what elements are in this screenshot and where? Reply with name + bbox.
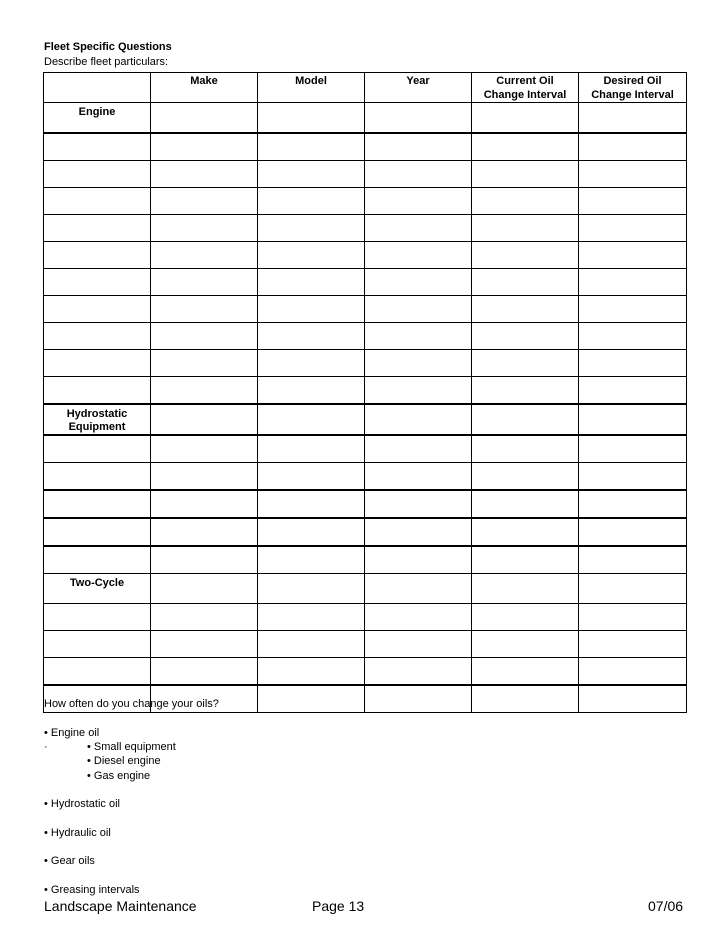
greasing-intervals-item: • Greasing intervals xyxy=(44,884,140,896)
table-row xyxy=(44,215,687,242)
table-row xyxy=(44,377,687,405)
gas-engine-item: • Gas engine xyxy=(87,770,151,782)
table-row xyxy=(44,546,687,574)
table-cell xyxy=(258,604,365,631)
table-cell xyxy=(365,242,472,269)
table-cell xyxy=(472,463,579,491)
table-cell xyxy=(472,103,579,134)
table-cell xyxy=(472,658,579,686)
header-year xyxy=(365,73,472,103)
table-cell xyxy=(579,188,687,215)
table-cell xyxy=(151,323,258,350)
header-desired-oil-line2: Change Interval xyxy=(591,89,674,101)
table-cell xyxy=(151,546,258,574)
table-cell xyxy=(365,188,472,215)
table-cell xyxy=(472,377,579,405)
table-cell xyxy=(151,574,258,604)
table-cell xyxy=(258,658,365,686)
table-cell xyxy=(472,269,579,296)
table-cell xyxy=(579,404,687,435)
table-cell xyxy=(579,631,687,658)
table-cell xyxy=(151,518,258,546)
table-cell xyxy=(365,518,472,546)
table-cell xyxy=(365,490,472,518)
table-row xyxy=(44,161,687,188)
table-row xyxy=(44,242,687,269)
table-cell xyxy=(472,574,579,604)
table-cell xyxy=(44,296,151,323)
table-row xyxy=(44,133,687,161)
table-row xyxy=(44,490,687,518)
table-cell xyxy=(44,518,151,546)
page-title: Fleet Specific Questions xyxy=(44,41,172,53)
footer-date: 07/06 xyxy=(648,898,684,914)
table-row xyxy=(44,404,687,435)
table-cell xyxy=(579,518,687,546)
table-cell xyxy=(579,685,687,713)
table-cell xyxy=(44,658,151,686)
table-cell xyxy=(579,296,687,323)
table-cell xyxy=(579,574,687,604)
diesel-engine-item: • Diesel engine xyxy=(87,755,161,767)
table-row xyxy=(44,269,687,296)
table-cell xyxy=(579,463,687,491)
table-cell xyxy=(151,435,258,463)
table-cell xyxy=(151,658,258,686)
table-cell xyxy=(258,546,365,574)
table-cell xyxy=(365,604,472,631)
table-cell xyxy=(44,546,151,574)
table-cell xyxy=(579,435,687,463)
table-cell xyxy=(258,296,365,323)
table-cell xyxy=(151,269,258,296)
table-cell xyxy=(151,133,258,161)
table-row xyxy=(44,435,687,463)
table-cell xyxy=(258,631,365,658)
table-cell xyxy=(365,435,472,463)
table-cell xyxy=(44,215,151,242)
footer-left: Landscape Maintenance xyxy=(44,898,197,914)
table-cell xyxy=(579,323,687,350)
table-cell xyxy=(472,435,579,463)
small-equipment-item: • Small equipment xyxy=(87,741,176,753)
table-row xyxy=(44,658,687,686)
table-cell xyxy=(44,269,151,296)
table-cell xyxy=(365,546,472,574)
table-cell xyxy=(579,658,687,686)
table-cell xyxy=(579,350,687,377)
table-cell xyxy=(365,323,472,350)
table-cell xyxy=(579,215,687,242)
table-cell xyxy=(44,631,151,658)
table-cell xyxy=(472,296,579,323)
header-blank-cell xyxy=(44,73,151,103)
table-cell xyxy=(258,161,365,188)
table-cell xyxy=(151,490,258,518)
table-cell xyxy=(365,404,472,435)
fleet-table xyxy=(43,72,687,713)
header-model xyxy=(258,73,365,103)
table-cell xyxy=(579,604,687,631)
table-cell xyxy=(151,161,258,188)
table-cell xyxy=(258,242,365,269)
table-cell xyxy=(44,463,151,491)
header-desired-oil-line1: Desired Oil xyxy=(603,75,662,87)
table-cell xyxy=(472,604,579,631)
table-cell xyxy=(151,350,258,377)
section-label: Engine xyxy=(78,106,116,118)
table-row xyxy=(44,296,687,323)
table-cell xyxy=(365,296,472,323)
table-cell xyxy=(151,188,258,215)
table-cell xyxy=(472,215,579,242)
table-cell xyxy=(472,404,579,435)
table-cell xyxy=(365,269,472,296)
table-cell xyxy=(151,463,258,491)
table-row xyxy=(44,518,687,546)
table-cell xyxy=(258,463,365,491)
table-cell xyxy=(258,518,365,546)
oil-question: How often do you change your oils? xyxy=(44,698,219,710)
table-cell xyxy=(44,242,151,269)
table-cell xyxy=(579,242,687,269)
table-cell xyxy=(44,323,151,350)
section-label: Two-Cycle xyxy=(69,577,125,589)
table-cell xyxy=(472,518,579,546)
table-cell xyxy=(258,435,365,463)
table-cell xyxy=(151,404,258,435)
table-cell xyxy=(365,350,472,377)
table-cell xyxy=(151,604,258,631)
table-header-row xyxy=(44,73,687,103)
table-cell xyxy=(365,574,472,604)
table-row xyxy=(44,463,687,491)
table-cell xyxy=(258,103,365,134)
table-cell xyxy=(44,435,151,463)
table-cell xyxy=(472,490,579,518)
table-cell xyxy=(579,133,687,161)
header-desired-oil xyxy=(579,73,687,103)
table-cell xyxy=(151,631,258,658)
table-row xyxy=(44,103,687,134)
table-cell xyxy=(365,377,472,405)
fleet-table-body xyxy=(44,103,687,713)
header-current-oil xyxy=(472,73,579,103)
table-cell xyxy=(472,323,579,350)
table-cell xyxy=(44,161,151,188)
table-cell xyxy=(472,161,579,188)
table-cell xyxy=(151,377,258,405)
table-cell xyxy=(365,631,472,658)
table-cell xyxy=(365,463,472,491)
table-cell xyxy=(579,377,687,405)
table-row xyxy=(44,188,687,215)
section-label-cell xyxy=(44,574,151,604)
hydrostatic-oil-item: • Hydrostatic oil xyxy=(44,798,120,810)
section-label: Equipment xyxy=(68,421,126,433)
page-subtitle: Describe fleet particulars: xyxy=(44,56,169,68)
table-cell xyxy=(365,161,472,188)
table-cell xyxy=(472,685,579,713)
table-cell xyxy=(151,296,258,323)
table-cell xyxy=(44,350,151,377)
table-row xyxy=(44,350,687,377)
section-label-cell xyxy=(44,404,151,435)
section-label-cell xyxy=(44,103,151,134)
table-cell xyxy=(151,242,258,269)
table-cell xyxy=(472,133,579,161)
table-cell xyxy=(258,685,365,713)
table-row xyxy=(44,323,687,350)
section-label: Hydrostatic xyxy=(66,408,128,420)
engine-oil-mark: · xyxy=(44,741,48,753)
header-current-oil-line1: Current Oil xyxy=(496,75,554,87)
header-model-label: Model xyxy=(295,75,327,87)
table-cell xyxy=(579,103,687,134)
table-cell xyxy=(472,631,579,658)
table-cell xyxy=(258,490,365,518)
table-cell xyxy=(365,103,472,134)
header-make xyxy=(151,73,258,103)
gear-oils-item: • Gear oils xyxy=(44,855,95,867)
table-cell xyxy=(258,133,365,161)
table-cell xyxy=(258,323,365,350)
table-cell xyxy=(151,215,258,242)
table-cell xyxy=(365,133,472,161)
hydraulic-oil-item: • Hydraulic oil xyxy=(44,827,111,839)
table-cell xyxy=(258,269,365,296)
table-cell xyxy=(258,215,365,242)
table-cell xyxy=(44,604,151,631)
header-make-label: Make xyxy=(190,75,218,87)
table-cell xyxy=(472,350,579,377)
table-row xyxy=(44,574,687,604)
table-cell xyxy=(258,377,365,405)
table-cell xyxy=(579,546,687,574)
table-cell xyxy=(579,490,687,518)
header-current-oil-line2: Change Interval xyxy=(483,89,567,101)
table-row xyxy=(44,631,687,658)
engine-oil-item: • Engine oil xyxy=(44,727,100,739)
table-cell xyxy=(472,242,579,269)
table-cell xyxy=(44,490,151,518)
table-cell xyxy=(579,269,687,296)
table-cell xyxy=(44,188,151,215)
footer-page-number: Page 13 xyxy=(312,898,365,914)
table-cell xyxy=(365,215,472,242)
table-cell xyxy=(258,188,365,215)
table-cell xyxy=(472,188,579,215)
table-cell xyxy=(258,404,365,435)
table-cell xyxy=(44,377,151,405)
table-cell xyxy=(44,133,151,161)
table-cell xyxy=(151,103,258,134)
header-year-label: Year xyxy=(406,75,430,87)
table-cell xyxy=(579,161,687,188)
table-cell xyxy=(472,546,579,574)
table-cell xyxy=(365,658,472,686)
table-cell xyxy=(258,574,365,604)
table-cell xyxy=(258,350,365,377)
table-row xyxy=(44,604,687,631)
table-cell xyxy=(365,685,472,713)
